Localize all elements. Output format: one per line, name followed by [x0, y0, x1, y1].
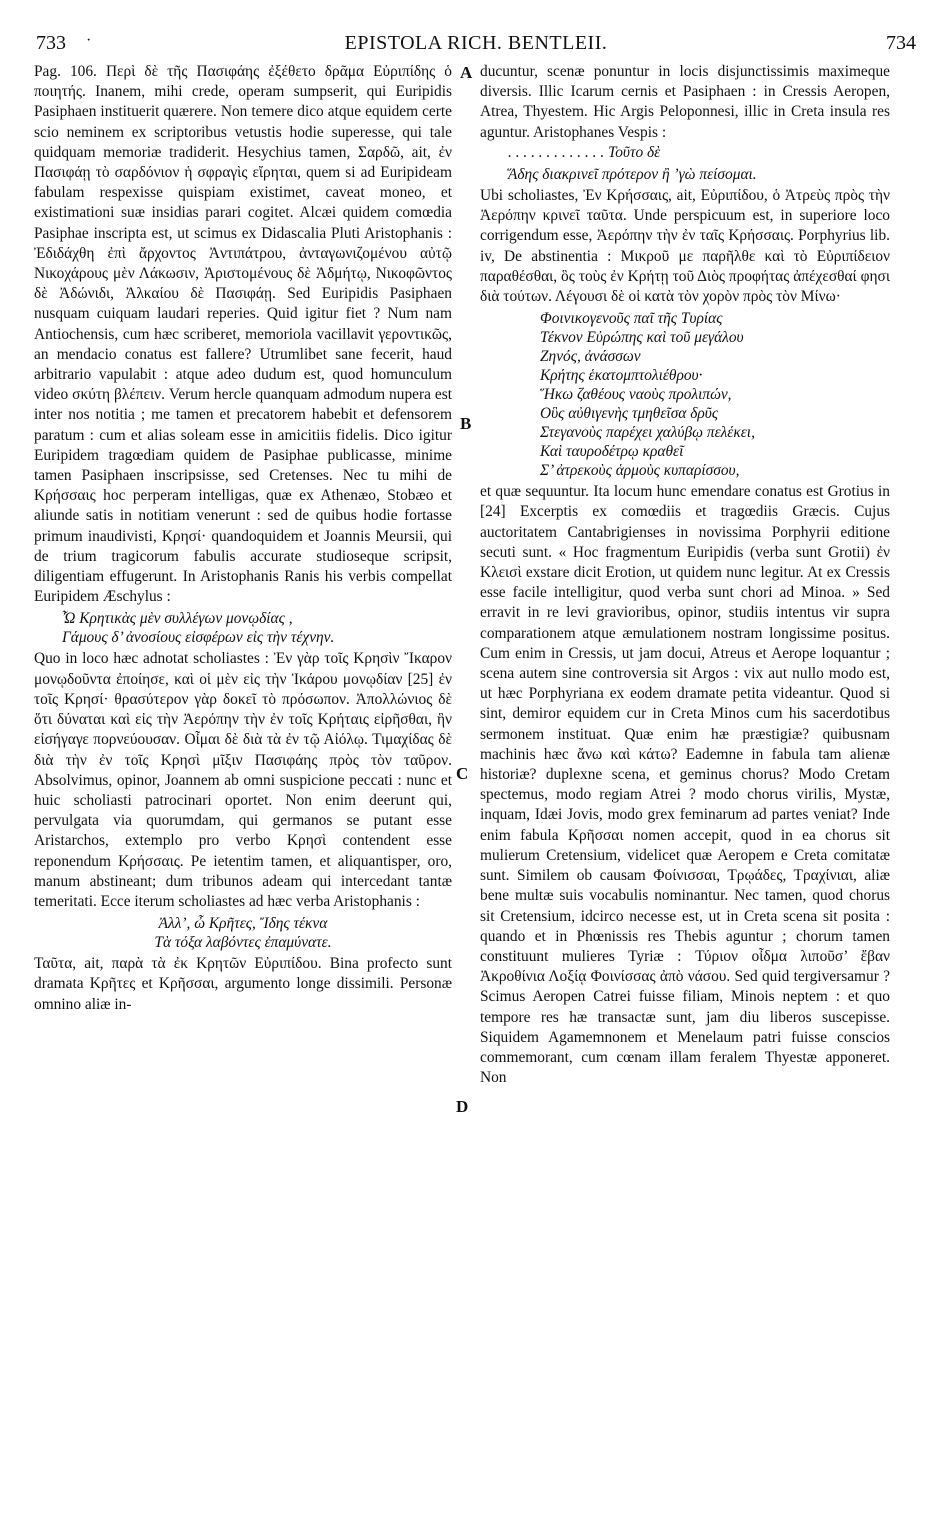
left-paragraph-1: Pag. 106. Περὶ δὲ τῆς Πασιφάης ἐξέθετο δρᾶμα Εὐριπίδης ὁ ποιητής. Inanem, mihi crede, operam sumpserit, qui Euripidis Pasiphaen instituerit quærere. Non temere dico atque equidem certe scio neminem ex scriptoribus vetustis hodie superesse, qui tale quidquam memoriæ tradiderit. Hesychius tamen, Σαρδῶ, ait, ἐν Πασιφάῃ τὸ σαρδόνιον ἡ σφραγὶς εἴρηται, quem si ad Euripideam fabulam respexisse quispiam existimet, caveat moneo, et existimationi suæ insidias parari cogitet. Alcæi quidem comœdia Pasiphae inscripta est, ut scimus ex Didascalia Pluti Aristophanis : Ἐδιδάχθη ἐπὶ ἄρχοντος Ἀντιπάτρου, ἀνταγωνιζομένου αὐτῷ Νικοχάρους μὲν Λάκωσιν, Ἀριστομένους δὲ Ἀδμήτῳ, Νικοφῶντος δὲ Ἀδώνιδι, Ἀλκαίου δὲ Πασιφάῃ. Sed Euripidis Pasiphaen nusquam cuiquam laudari reperies. Quid igitur fiet ? Num nam Antiochensis, cum hæc scriberet, memoriola vacillavit γεροντικῶς, an mendacio conatus est fallere? Utrumlibet sane fecerit, haud arbitrario vapulabit : atque adeo dudum est, quod homunculum video σκύτη βλέπειν. Verum hercle quanquam admodum nupera est inter nos notitia ; me tamen et precatorem habebit et defensorem paratum : cum et alias soleam esse in amicitiis fidelis. Dico igitur Euripidem tragœdiam quidem de Pasiphae publicasse, minime tamen Pasiphaen inscripsisse, sed Cretenses. Nec tu mihi de Κρήσσαις hoc perperam intelligas, quæ ex Athenæo, Stobæo et aliunde satis in notitiam venerunt : sed de quibus hodie fortasse primum inaudivisti, Κρησί· quandoquidem et Joannis Meursii, qui de trium tragicorum fabulis accurate studioseque scripsit, diligentiam effugerunt. In Aristophanis Ranis his verbis compellat Euripidem Æschylus :	[34, 63, 452, 606]
right-paragraph-3: et quæ sequuntur. Ita locum hunc emendare conatus est Grotius in [24] Excerptis ex comœdiis et tragœdiis Græcis. Cujus auctoritatem Cantabrigienses in novissima Porphyrii editione secuti sunt. « Hoc fragmentum Euripidis (verba sunt Grotii) ἐν Κλεισὶ exstare dicit Erotion, ut quidem nunc legitur. At ex Cressis esse facile intelligitur, quod verba sunt chori ad Minoa. » Sed erravit in re levi gravioribus, opinor, studiis intentus vir supra comparationem atque æmulationem nostram longissime positus. Cum enim in Cressis, ut jam docui, Atreus et Aerope loquantur ; scena autem sine controversia sit Argos : vix aut nullo modo est, ut hæc Porphyriana ex eodem dramate petita videantur. Quod si sint, demiror equidem cur in Creta Minos cum his sacerdotibus sermonem instituat. Quæ enim hæ præstigiæ? quibusnam machinis hæc ἄνω καὶ κάτω? Eademne in fabula tam alienæ historiæ? duplexne scena, et geminus chorus? Modo Cretam spectemus, modo regiam Atrei ? modo chorus virilis, Mystæ, inquam, Idæi Jovis, modo grex feminarum ad partes veniat? Inde enim fabula Κρῆσσαι nomen accepit, quod in ea chorus sit mulierum Cretensium, videlicet quæ Aeropem e Creta comitatæ sunt. Similem ob causam Φοίνισσαι, Τρῳάδες, Τραχίνιαι, aliæ bene multæ suis vocabulis nominantur. Nec tamen, quod chorus sit Cretensium, idcirco necesse est, ut in Creta scena sit posita : quando et in Phœnissis res Thebis aguntur ; chorum tamen constituunt mulieres Tyriæ : Τύριον οἶδμα λιποῦσ’ ἔβαν Ἀκροθίνια Λοξίᾳ Φοινίσσας ἀπὸ νάσου. Sed quid tergiversamur ? Scimus Aeropen Catrei fuisse filiam, Minois neptem : et quo tempore res hæ transactæ sunt, jam diu liberos suscepisse. Siquidem Agamemnonem et Menelaum patri fuisse conscios commemorant, cum cœnam illam feralem Thyestæ apponeret. Non	[480, 483, 890, 1087]
verse-line: Ἥκω ζαθέους ναοὺς προλιπών,	[540, 386, 732, 404]
left-column	[34, 62, 452, 1532]
left-paragraph-2: Quo in loco hæc adnotat scholiastes : Ἐν γὰρ τοῖς Κρησὶν Ἴκαρον μονῳδοῦντα ἐποίησε, καὶ οἱ μὲν εἰς τὴν Ἰκάρου μονῳδίαν [25] ἐν τοῖς Κρησί· θρασύτερον γὰρ δοκεῖ τὸ πρόσωπον. Ἀπολλώνιος δὲ ὅτι δύναται καὶ εἰς τὴν Ἀερόπην τὴν ἐν τοῖς Κρήταις εἰρῆσθαι, ἣν εἰσήγαγε πορνεύουσαν. Οἶμαι δὲ διὰ τὰ ἐν τῷ Αἰόλῳ. Τιμαχίδας δὲ διὰ τὴν ἐν τοῖς Κρησὶ μῖξιν Πασιφάης πρὸς τὸν ταῦρον. Absolvimus, opinor, Joannem ab omni suspicione peccati : nunc et huic scholiasti patrocinari oportet. Non enim deerunt qui, pervulgata via quorumdam, qui germanos se putant esse Aristarchos, extemplo pro verbo Κρησὶ contendent esse reponendum Κρήσσαις. Pe ietentim tamen, et aliquantisper, oro, manum abstineant; dum tribunos adeam qui intercedant tantæ temeritati. Ecce iterum scholiastes ad hæc verba Aristophanis :	[34, 650, 452, 910]
margin-marker-a: A	[460, 63, 473, 82]
running-title: EPISTOLA RICH. BENTLEII.	[344, 32, 608, 54]
running-header	[36, 32, 916, 56]
page-number-left: 733	[36, 32, 66, 54]
verse-line: Καὶ ταυροδέτρῳ κραθεῖ	[540, 443, 684, 461]
verse-line: Οὓς αὐθιγενὴς τμηθεῖσα δρῦς	[540, 405, 719, 423]
right-verse-1	[508, 165, 890, 184]
left-verse-2	[34, 914, 452, 952]
verse-line: Ὦ Κρητικὰς μὲν συλλέγων μονῳδίας ,	[62, 610, 293, 628]
right-column	[480, 62, 890, 1532]
right-paragraph-1: ducuntur, scenæ ponuntur in locis disjunctissimis maximeque diversis. Illic Icarum cernis et Pasiphaen : in Cressis Aeropen, Atrea, Thyestem. Hic Argis Peloponnesi, illic in Creta insula res aguntur. Aristophanes Vespis :	[480, 63, 890, 141]
margin-marker-d: D	[456, 1097, 469, 1116]
verse-line: Ἅδης διακρινεῖ πρότερον ἢ ’γὼ πείσομαι.	[508, 166, 757, 184]
header-separator: ·	[86, 32, 92, 49]
verse-line: Τὰ τόξα λαβόντες ἐπαμύνατε.	[154, 934, 332, 952]
ellipsis-line: . . . . . . . . . . . . . Τοῦτο δὲ	[508, 143, 661, 161]
verse-line: Στεγανοὺς παρέχει χαλύβῳ πελέκει,	[540, 424, 755, 442]
verse-line: Φοινικογενοῦς παῖ τῆς Τυρίας	[540, 310, 723, 328]
left-verse-1	[62, 609, 452, 647]
verse-line: Τέκνον Εὐρώπης καὶ τοῦ μεγάλου	[540, 329, 744, 347]
margin-marker-c: C	[456, 764, 469, 783]
right-paragraph-2: Ubi scholiastes, Ἐν Κρήσσαις, ait, Εὐριπίδου, ὁ Ἀτρεὺς πρὸς τὴν Ἀερόπην κρινεῖ ταῦτα. Unde perspicuum est, in superiore loco corrigendum esse, Ἀερόπην τὴν ἐν ταῖς Κρήσσαις. Porphyrius lib. iv, De abstinentia : Μικροῦ με παρῆλθε καὶ τὸ Εὐριπίδειον παραθέσθαι, ὃς τοὺς ἐν Κρήτῃ τοῦ Διὸς προφήτας ἀπέχεσθαί φησι διὰ τούτων. Λέγουσι δὲ οἱ κατὰ τὸν χορὸν πρὸς τὸν Μίνω·	[480, 187, 890, 306]
margin-marker-b: B	[460, 414, 472, 433]
right-verse-2	[540, 309, 890, 480]
verse-line: Γάμους δ’ ἀνοσίους εἰσφέρων εἰς τὴν τέχνην.	[62, 629, 335, 647]
left-paragraph-3: Ταῦτα, ait, παρὰ τὰ ἐκ Κρητῶν Εὐριπίδου. Bina profecto sunt dramata Κρῆτες et Κρῆσσαι, argumento longe dissimili. Personæ omnino aliæ in-	[34, 955, 452, 1013]
verse-line: Κρήτης ἑκατομπτολιέθρου·	[540, 367, 703, 385]
verse-line: Ζηνός, ἀνάσσων	[540, 348, 641, 366]
page-number-right: 734	[886, 32, 916, 54]
verse-line: Σ’ ἀτρεκοὺς ἁρμοὺς κυπαρίσσου,	[540, 462, 740, 480]
verse-line: Ἀλλ’, ὦ Κρῆτες, Ἴδης τέκνα	[158, 915, 328, 933]
